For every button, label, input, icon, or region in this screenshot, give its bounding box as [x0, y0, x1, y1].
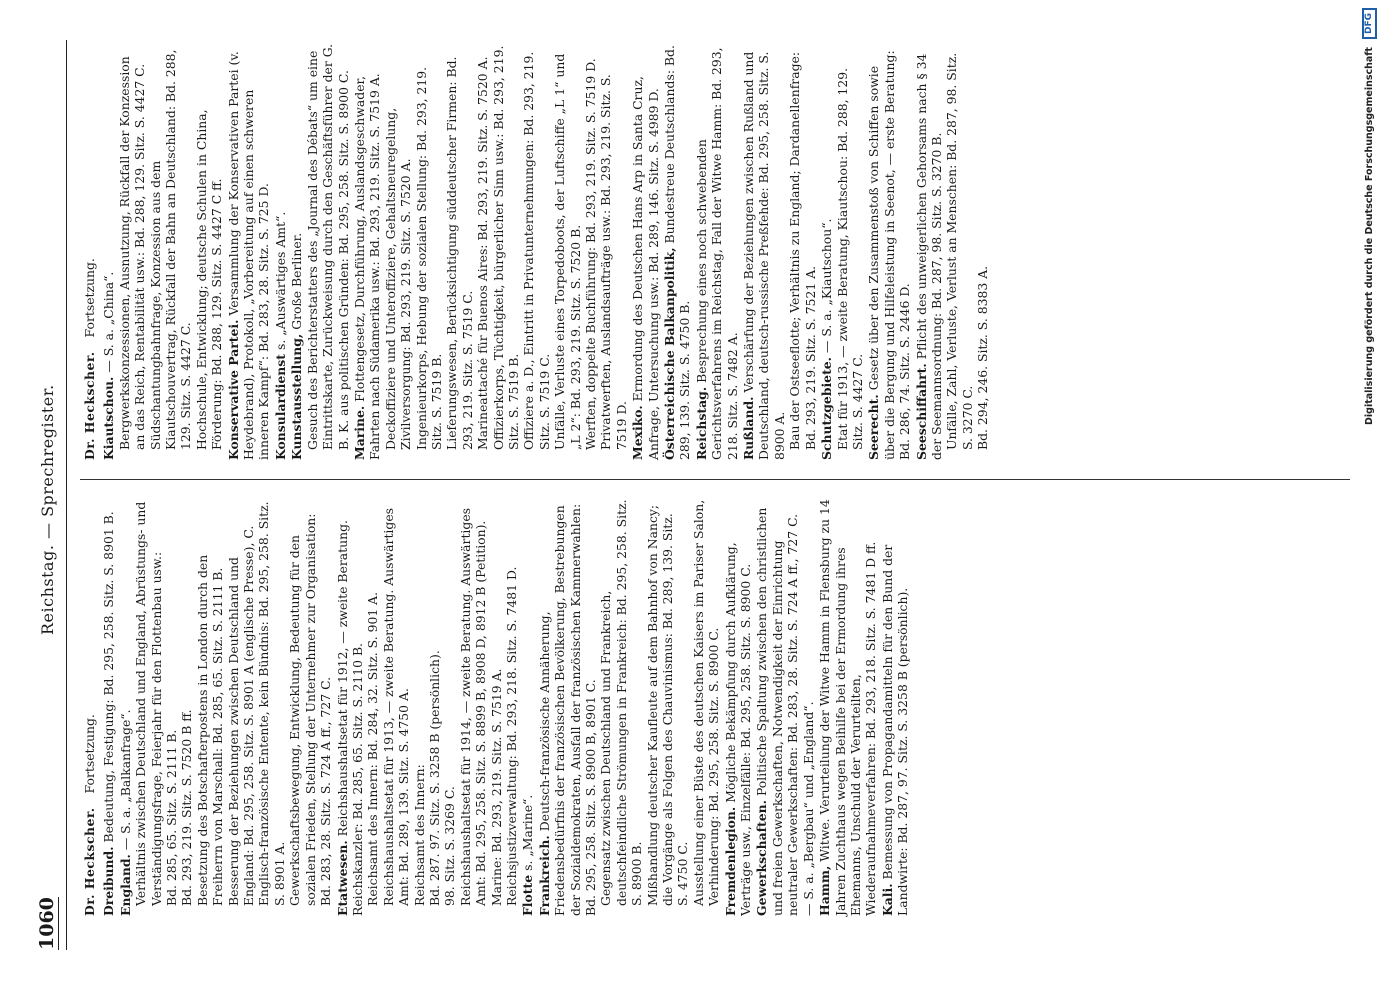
entry-line: Bedeutung, Festigung: Bd. 295, 258. Sitz. S. 8901 B. [101, 511, 117, 843]
left-column-heading [82, 498, 97, 916]
dfg-watermark [1361, 8, 1377, 993]
page-number: 1060 [36, 897, 58, 950]
index-entry [273, 40, 288, 460]
entry-line: Besprechung eines noch schwebenden Gerichtsverfahrens im Reichstag, Fall der Witwe Hamm: Bd. 293, 218. Sitz. S. 7482 A. [693, 47, 740, 460]
index-entry [630, 40, 661, 460]
entry-line: Witwe. Verurteilung der Witwe Hamm in Flensburg zu 14 Jahren Zuchthaus wegen Beihilfe bei der Ermordung ihres Ehemanns, Unschuld der Verurteilten, Wiederaufnahmeverfahren: Bd. 293, 218. Sitz. S. 7481 D ff. [817, 499, 879, 916]
index-entry [914, 40, 991, 460]
entry-heading: Seerecht. [866, 394, 882, 460]
entry-line: Hochschule, Entwicklung; deutsche Schulen in China, Förderung: Bd. 288, 129. Sitz. S. 4427 C ff. [193, 109, 225, 450]
entry-line: Reichsamt des Innern: Bd. 284, 32. Sitz. S. 901 A. [365, 591, 381, 906]
entry-line: Politische Spaltung zwischen den christlichen und freien Gewerkschaften, Notwendigkeit der Einrichtung neutraler Gewerkschaften: Bd. 283, 28. Sitz. S. 724 A ff., 727 C. — S. a. „Bergbau“ und „England“. [754, 507, 816, 916]
entry-heading: Gewerkschaften. [754, 800, 770, 916]
entry-line: Versammlung der Konservativen Partei (v. Heydebrand), Protokoll, „Vorbereitung auf einen schweren inneren Kampf“: Bd. 283, 28. Sitz. S. 725 D. [225, 51, 272, 460]
header-rule [66, 40, 67, 950]
index-entry [741, 40, 818, 460]
entry-heading: Kiautschou. [101, 376, 117, 460]
entry-line: Besserung der Beziehungen zwischen Deutschland und England: Bd. 295, 258. Sitz. S. 8901 A (englische Presse), C. [225, 525, 257, 906]
entry-line: Gegensatz zwischen Deutschland und Frankreich, deutschfeindliche Strömungen in Frankreich: Bd. 295, 258. Sitz. S. 8900 B. [598, 499, 645, 906]
entry-line: Ausstellung einer Büste des deutschen Kaisers im Pariser Salon, Verhinderung: Bd. 295, 258. Sitz. S. 8900 C. [690, 499, 722, 906]
entry-line: Mögliche Bekämpfung durch Aufklärung, Verträge usw., Einzelfälle: Bd. 295, 258. Sitz. S. 8900 C. [722, 542, 754, 916]
continuation-note: Fortsetzung. [82, 258, 97, 338]
entry-heading: Reichstag. [693, 386, 709, 460]
index-entry [537, 498, 722, 916]
index-entry [662, 40, 693, 460]
left-column [82, 498, 912, 916]
entry-heading: Seeschiffahrt. [913, 363, 929, 460]
entry-line: Gesuch des Berichterstatters des „Journal des Débats“ um eine Eintrittskarte, Zurückweisung durch den Geschäftsführer der G. B. K. aus politischen Gründen: Bd. 295, 258. Sitz. S. 8900 C. [304, 43, 351, 450]
entry-line: Bd. 285, 65. Sitz. S. 2111 B. [164, 729, 180, 906]
entry-heading: Rußland. [741, 396, 757, 460]
entry-line: Gesetz über den Zusammenstoß von Schiffen sowie über die Bergung und Hilfeleistung in Seenot, — erste Beratung: Bd. 286, 74. Sitz. S. 2446 D. [866, 50, 913, 460]
entry-line: Reichshaushaltsetat für 1913, — zweite Beratung. Auswärtiges Amt: Bd. 289, 139. Sitz. S. 4750 A. [380, 507, 412, 906]
running-header: Reichstag. — Sprechregister. [38, 384, 57, 635]
entry-line: Englisch-französische Entente, kein Bündnis: Bd. 295, 258. Sitz. S. 8901 A. [256, 501, 287, 906]
entry-line: Offizierkorps, Tüchtigkeit, bürgerlicher Sinn usw.: Bd. 293, 219. Sitz. S. 7519 B. [490, 45, 521, 450]
dfg-logo: DFG [1362, 8, 1377, 39]
entry-line: Verhältnis zwischen Deutschland und England, Abrüstungs- und Verständigungsfrage, Feierjahr für den Flottenbau usw.: [133, 501, 164, 906]
entry-heading: England. [117, 854, 133, 916]
entry-line: — S. a. „Kiautschou“. [819, 218, 835, 353]
left-entry-list [101, 498, 910, 916]
entry-line: Bd. 293, 219. Sitz. S. 7520 B ff. [179, 709, 195, 906]
index-entry [694, 40, 740, 460]
index-entry [101, 40, 224, 460]
entry-line: Flottengesetz, Durchführung, Auslandsgeschwader, Fahrten nach Südamerika usw.: Bd. 293, 219. Sitz. S. 7519 A. [351, 73, 383, 460]
entry-line: — S. a. „Balkanfrage“. [117, 709, 133, 851]
entry-line: Bundestreue Deutschlands: Bd. 289, 139. Sitz. S. 4750 B. [662, 45, 693, 460]
entry-line: Ermordung des Deutschen Hans Arp in Santa Cruz, Anfrage, Untersuchung usw.: Bd. 289, 146. Sitz. S. 4989 D. [630, 76, 661, 460]
index-entry [226, 40, 272, 460]
index-entry [352, 40, 629, 460]
entry-heading: Etatwesen. [334, 840, 350, 916]
entry-line: Reichsamt des Innern: [411, 764, 427, 906]
entry-line: Marine: Bd. 293, 219. Sitz. S. 7519 A. [488, 668, 504, 906]
entry-heading: Schutzgebiete. [819, 357, 835, 460]
entry-line: Deckoffiziere und Unteroffiziere, Gehaltsneuregelung, Zivilversorgung: Bd. 293, 219. Sitz. S. 7520 A. [382, 107, 414, 450]
entry-line: Südschantungbahnfrage, Konzession aus dem Kiautschouvertrag, Rückfall der Bahn an Deutschland: Bd. 288, 129. Sitz. S. 4427 C. [147, 49, 194, 450]
entry-line: Etat für 1913, — zweite Beratung, Kiautschou: Bd. 288, 129. Sitz. S. 4427 C. [834, 67, 865, 450]
continuation-note: Fortsetzung. [82, 714, 97, 794]
index-entry [866, 40, 912, 460]
entry-heading: Konservative Partei. [225, 319, 241, 460]
entry-heading: Konsulardienst [272, 354, 288, 460]
entry-line: Bergwerkskonzessionen, Ausnutzung, Rückfall der Konzession an das Reich, Rentabilität usw.: Bd. 288, 129. Sitz. S. 4427 C. [116, 56, 148, 450]
right-column-heading [82, 40, 97, 460]
entry-line: Unfälle, Verluste eines Torpedoboots, der Luftschiffe „L 1“ und „L 2“: Bd. 293, 219. Sitz. S. 7520 B. [552, 53, 583, 450]
index-entry [520, 498, 535, 916]
entry-line: 98. Sitz. S. 3269 C. [442, 786, 458, 906]
entry-line: Offiziere a. D., Eintritt in Privatunternehmungen: Bd. 293, 219. Sitz. S. 7519 C. [521, 51, 552, 450]
entry-line: s. „Marine“. [520, 794, 536, 871]
entry-line: Werften, doppelte Buchführung: Bd. 293, 219. Sitz. S. 7519 D. [583, 58, 598, 450]
entry-line: Bau der Ostseeflotte; Verhältnis zu England; Dardanellenfrage: Bd. 293, 219. Sitz. S. 7521 A. [787, 51, 818, 450]
index-entry [819, 40, 865, 460]
index-entry [880, 498, 911, 916]
entry-heading: Dreibund. [101, 846, 117, 916]
entry-line: Besetzung des Botschafterpostens in London durch den Freiherrn von Marschall: Bd. 285, 65. Sitz. S. 2111 B. [194, 554, 226, 906]
right-entry-list [101, 40, 990, 460]
entry-line: Unfälle, Zahl, Verluste, Verlust an Menschen: Bd. 287, 98. Sitz. S. 3270 C. [944, 52, 975, 450]
entry-heading: Kunstausstellung, [289, 333, 305, 460]
entry-line: Privatwerften, Auslandsaufträge usw.: Bd. 293, 219. Sitz. S. 7519 D. [598, 74, 629, 450]
entry-line: Pflicht des unweigerlichen Gehorsams nach § 34 der Seemannsordnung: Bd. 287, 98. Sitz. S. 3270 B. [913, 53, 944, 460]
entry-line: Gewerkschaftsbewegung, Entwicklung, Bedeutung für den sozialen Frieden, Stellung der Unternehmer zur Organisation: Bd. 283, 28. Sitz. S. 724 A ff., 727 C. [287, 513, 334, 906]
entry-heading: Mexiko. [630, 405, 646, 460]
index-entry [817, 498, 879, 916]
right-column [82, 40, 992, 460]
watermark-text: Digitalisierung gefördert durch die Deutsche Forschungsgemeinschaft [1363, 47, 1375, 425]
entry-line: s. „Auswärtiges Amt“. [272, 211, 288, 351]
entry-line: Mißhandlung deutscher Kaufleute auf dem Bahnhof von Nancy; die Vorgänge als Folgen des Chauvinismus: Bd. 289, 139. Sitz. S. 4750 C. [644, 504, 691, 906]
entry-line: Reichsjustizverwaltung: Bd. 293, 218. Sitz. S. 7481 D. [503, 566, 519, 906]
entry-line: Verschärfung der Beziehungen zwischen Rußland und Deutschland, deutsch-russische Preßfehde: Bd. 295, 258. Sitz. S. 8900 A. [741, 51, 787, 460]
entry-line: Ingenieurkorps, Hebung der sozialen Stellung: Bd. 293, 219. Sitz. S. 7519 B. [413, 66, 444, 450]
entry-line: — S. a. „China“. [101, 271, 117, 373]
entry-line: Lieferungswesen, Berücksichtigung süddeutscher Firmen: Bd. 293, 219. Sitz. S. 7519 C. [444, 56, 475, 450]
speaker-name: Dr. Heckscher. [82, 807, 97, 916]
entry-heading: Österreichische Balkanpolitik, [662, 247, 678, 460]
index-entry [754, 498, 816, 916]
index-entry [118, 498, 334, 916]
column-divider [80, 479, 1350, 480]
entry-heading: Frankreich. [536, 835, 552, 916]
speaker-name: Dr. Heckscher. [82, 351, 97, 460]
entry-line: Reichshaushaltsetat für 1912, — zweite Beratung. Reichskanzler: Bd. 285, 65. Sitz. S. 2110 B. [334, 520, 365, 916]
entry-line: Bemessung von Propagandamitteln für den Bund der Landwirte: Bd. 287, 97. Sitz. S. 3258 B (persönlich). [879, 544, 911, 916]
index-entry [101, 498, 116, 916]
entry-line: Deutsch-französische Annäherung, Friedensbedürfnis der französischen Bevölkerung, Bestrebungen der Sozialdemokraten, Ausfall der französischen Kammerwahlen: Bd. 295, 258. Sitz. S. 8900 B, 8901 C. [536, 503, 598, 916]
index-entry [289, 40, 351, 460]
entry-line: Bd. 294, 246. Sitz. S. 8383 A. [975, 265, 991, 450]
entry-heading: Fremdenlegion. [722, 806, 738, 916]
entry-heading: Marine. [351, 405, 367, 460]
entry-heading: Flotte [520, 874, 536, 916]
index-entry [723, 498, 754, 916]
entry-line: Bd. 287. 97. Sitz. S. 3258 B (persönlich). [426, 650, 442, 906]
entry-heading: Kali. [879, 883, 895, 916]
entry-line: Marineattaché für Buenos Aires: Bd. 293, 219. Sitz. S. 7520 A. [475, 56, 491, 450]
entry-line: Reichshaushaltsetat für 1914, — zweite Beratung. Auswärtiges Amt: Bd. 295, 258. Sitz. S. 8899 B, 8908 D, 8912 B (Petition). [457, 507, 489, 906]
entry-line: Große Berliner. [289, 232, 305, 330]
entry-heading: Hamm, [817, 865, 833, 916]
index-entry [335, 498, 520, 916]
